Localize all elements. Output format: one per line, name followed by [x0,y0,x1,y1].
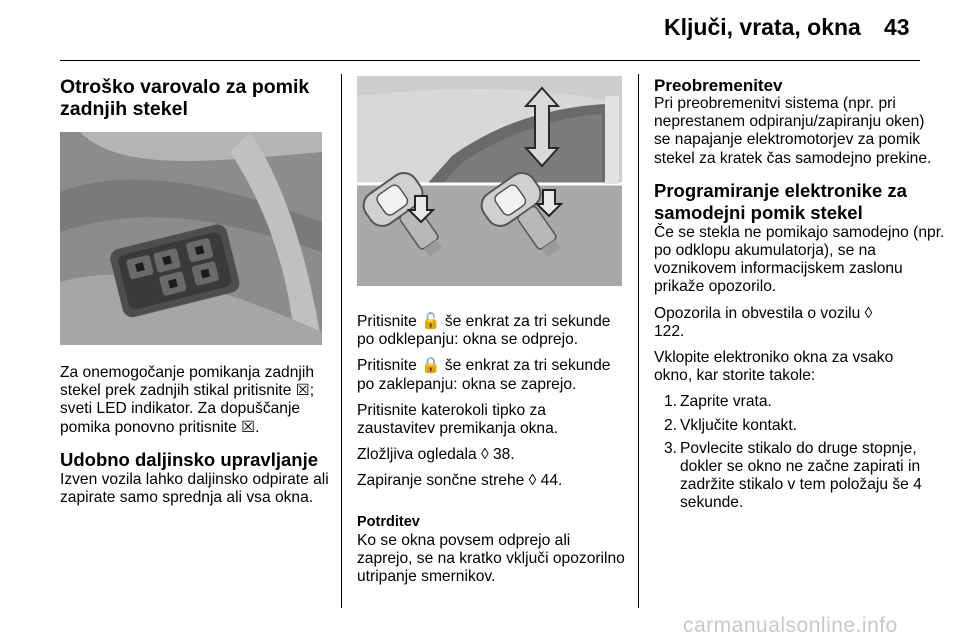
watermark: carmanualsonline.info [683,614,898,637]
unlock-instruction: Pritisnite 🔓 še enkrat za tri sekunde po odklepanju: okna se odprejo. [357,313,611,349]
window-switch-panel-image [60,132,322,345]
child-lock-text: Za onemogočanje pomikanja zadnjih stekel prek zadnjih stikal pritisnite ☒; sveti LED indikator. Za dopuščanje pomika ponovno pritisnite ☒. [60,364,315,436]
note-text: Ko se okna povsem odprejo ali zaprejo, se na kratko vključi opozorilno utripanje smernikov. [357,531,625,586]
lock-instruction: Pritisnite 🔒 še enkrat za tri sekunde po zaklepanju: okna se zaprejo. [357,357,611,393]
remote-text: Izven vozila lahko daljinsko odpirate ali zapirate samo sprednja ali vsa okna. [60,470,329,507]
sunroof-reference: Zapiranje sončne strehe ◊ 44. [357,472,563,490]
overload-text: Pri preobremenitvi sistema (npr. pri neprestanem odpiranju/zapiranju oken) se napajanje elektromotorjev za pomik stekel za kratek čas samodejno prekine. [654,95,932,167]
section-heading-child-lock: Otroško varovalo za pomik zadnjih stekel [60,76,310,120]
steps-list [654,393,954,512]
window-and-key-fob-image [357,76,622,286]
page-header-title: Ključi, vrata, okna [664,14,861,40]
column-1 [60,76,332,507]
programming-heading: Programiranje elektronike za samodejni pomik stekel [654,179,907,223]
column-divider-1 [341,74,342,608]
section-heading-remote: Udobno daljinsko upravljanje [60,448,319,470]
warnings-reference: Opozorila in obvestila o vozilu ◊ 122. [654,304,873,340]
step-item: 1. Zaprite vrata. [664,393,772,411]
activate-intro: Vklopite elektroniko okna za vsako okno, kar storite takole: [654,349,894,385]
programming-text: Če se stekla ne pomikajo samodejno (npr. po odklopu akumulatorja), se na voznikovem informacijskem zaslonu prikaže opozorilo. [654,223,945,296]
mirror-reference: Zložljiva ogledala ◊ 38. [357,446,515,464]
column-3 [654,76,954,518]
stop-instruction: Pritisnite katerokoli tipko za zaustavitev premikanja okna. [357,401,559,438]
header-rule [60,60,920,61]
overload-heading: Preobremenitev [654,76,783,95]
note-heading: Potrditev [357,513,420,530]
step-item: 3. Povlecite stikalo do druge stopnje, dokler se okno ne začne zapirati in zadržite stikalo v tem položaju še 4 sekunde. [664,439,922,512]
step-item: 2. Vključite kontakt. [664,416,798,434]
column-divider-2 [638,74,639,608]
page-number: 43 [884,14,910,40]
column-2 [357,76,627,586]
